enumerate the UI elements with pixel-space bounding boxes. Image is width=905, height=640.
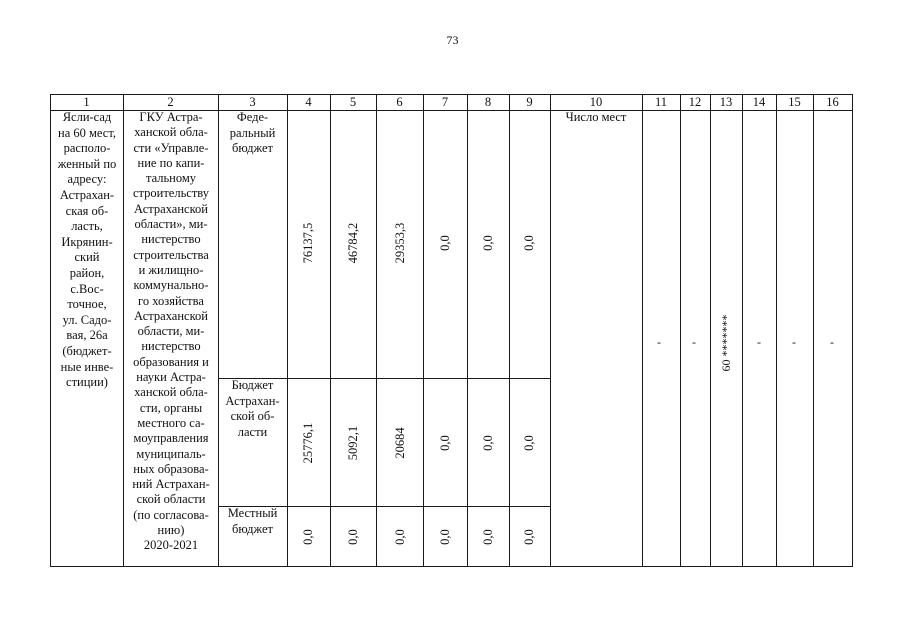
col-border-9 [550, 94, 551, 567]
value-cell: 0,0 [522, 235, 536, 251]
header-col-4: 4 [305, 95, 312, 109]
col-border-15 [813, 94, 814, 567]
indicator-value-col-16: - [830, 335, 834, 349]
header-col-16: 16 [826, 95, 839, 109]
indicator-value-col-15: - [792, 335, 796, 349]
header-col-11: 11 [654, 95, 668, 109]
header-col-14: 14 [752, 95, 766, 109]
col-border-7 [467, 94, 468, 567]
col-border-6 [423, 94, 424, 567]
header-col-9: 9 [526, 95, 533, 109]
col-border-11 [680, 94, 681, 567]
value-cell: 0,0 [481, 435, 495, 451]
header-col-2: 2 [167, 95, 174, 109]
col-border-14 [776, 94, 777, 567]
value-cell: 0,0 [438, 435, 452, 451]
executor-text: ГКУ Астра- ханской обла- сти «Управле- ние по капи- тальному строительству Астраханской области», ми- нистерство строительства и жилищно- коммунально- го хозяйства Астраханской области, ми- нистерство образования и науки Астра- ханской обла- сти, органы местного са- моуправления муниципаль- ных образова- ний Астрахан- ской области (по согласова- нию) 2020-2021 [132, 110, 210, 553]
header-col-15: 15 [788, 95, 801, 109]
col-border-right [852, 94, 853, 567]
indicator-value-col-12: - [692, 335, 696, 349]
col-border-4 [330, 94, 331, 567]
header-col-10: 10 [589, 95, 603, 109]
value-cell: 0,0 [393, 529, 407, 545]
value-cell: 0,0 [438, 235, 452, 251]
value-cell: 25776,1 [301, 422, 315, 464]
value-cell: 76137,5 [301, 222, 315, 264]
header-col-6: 6 [396, 95, 403, 109]
value-cell: 29353,3 [393, 222, 407, 264]
header-col-12: 12 [688, 95, 702, 109]
col-border-13 [742, 94, 743, 567]
col-border-8 [509, 94, 510, 567]
value-cell: 0,0 [522, 529, 536, 545]
header-col-3: 3 [249, 95, 256, 109]
indicator-value-col-14: - [757, 335, 761, 349]
header-col-8: 8 [484, 95, 492, 109]
value-cell: 0,0 [346, 529, 360, 545]
col-border-10 [642, 94, 643, 567]
header-col-7: 7 [441, 95, 449, 109]
col-border-5 [376, 94, 377, 567]
header-col-1: 1 [83, 95, 90, 109]
page-number: 73 [446, 33, 459, 47]
value-cell: 46784,2 [346, 222, 360, 264]
indicator-value-col-11: - [657, 335, 661, 349]
value-cell: 20684 [393, 427, 407, 459]
indicator-value-col-13: 60 ******* [719, 314, 733, 372]
value-cell: 0,0 [438, 529, 452, 545]
header-col-5: 5 [349, 95, 357, 109]
indicator-name: Число мест [565, 110, 627, 124]
value-cell: 5092,1 [346, 425, 360, 461]
object-name: Ясли-сад на 60 мест, располо- женный по адресу: Астрахан- ская об- ласть, Икрянин- ский район, с.Вос- точное, ул. Садо- вая, 26а (бюджет- ные инве- стиции) [57, 110, 117, 390]
value-cell: 0,0 [522, 435, 536, 451]
source-local: Местный бюджет [227, 506, 278, 536]
value-cell: 0,0 [481, 529, 495, 545]
source-federal: Феде- ральный бюджет [229, 110, 276, 156]
col-border-12 [710, 94, 711, 567]
value-cell: 0,0 [481, 235, 495, 251]
source-regional: Бюджет Астрахан- ской об- ласти [225, 378, 280, 439]
col-border-3 [287, 94, 288, 567]
header-col-13: 13 [719, 95, 733, 109]
value-cell: 0,0 [301, 529, 315, 545]
